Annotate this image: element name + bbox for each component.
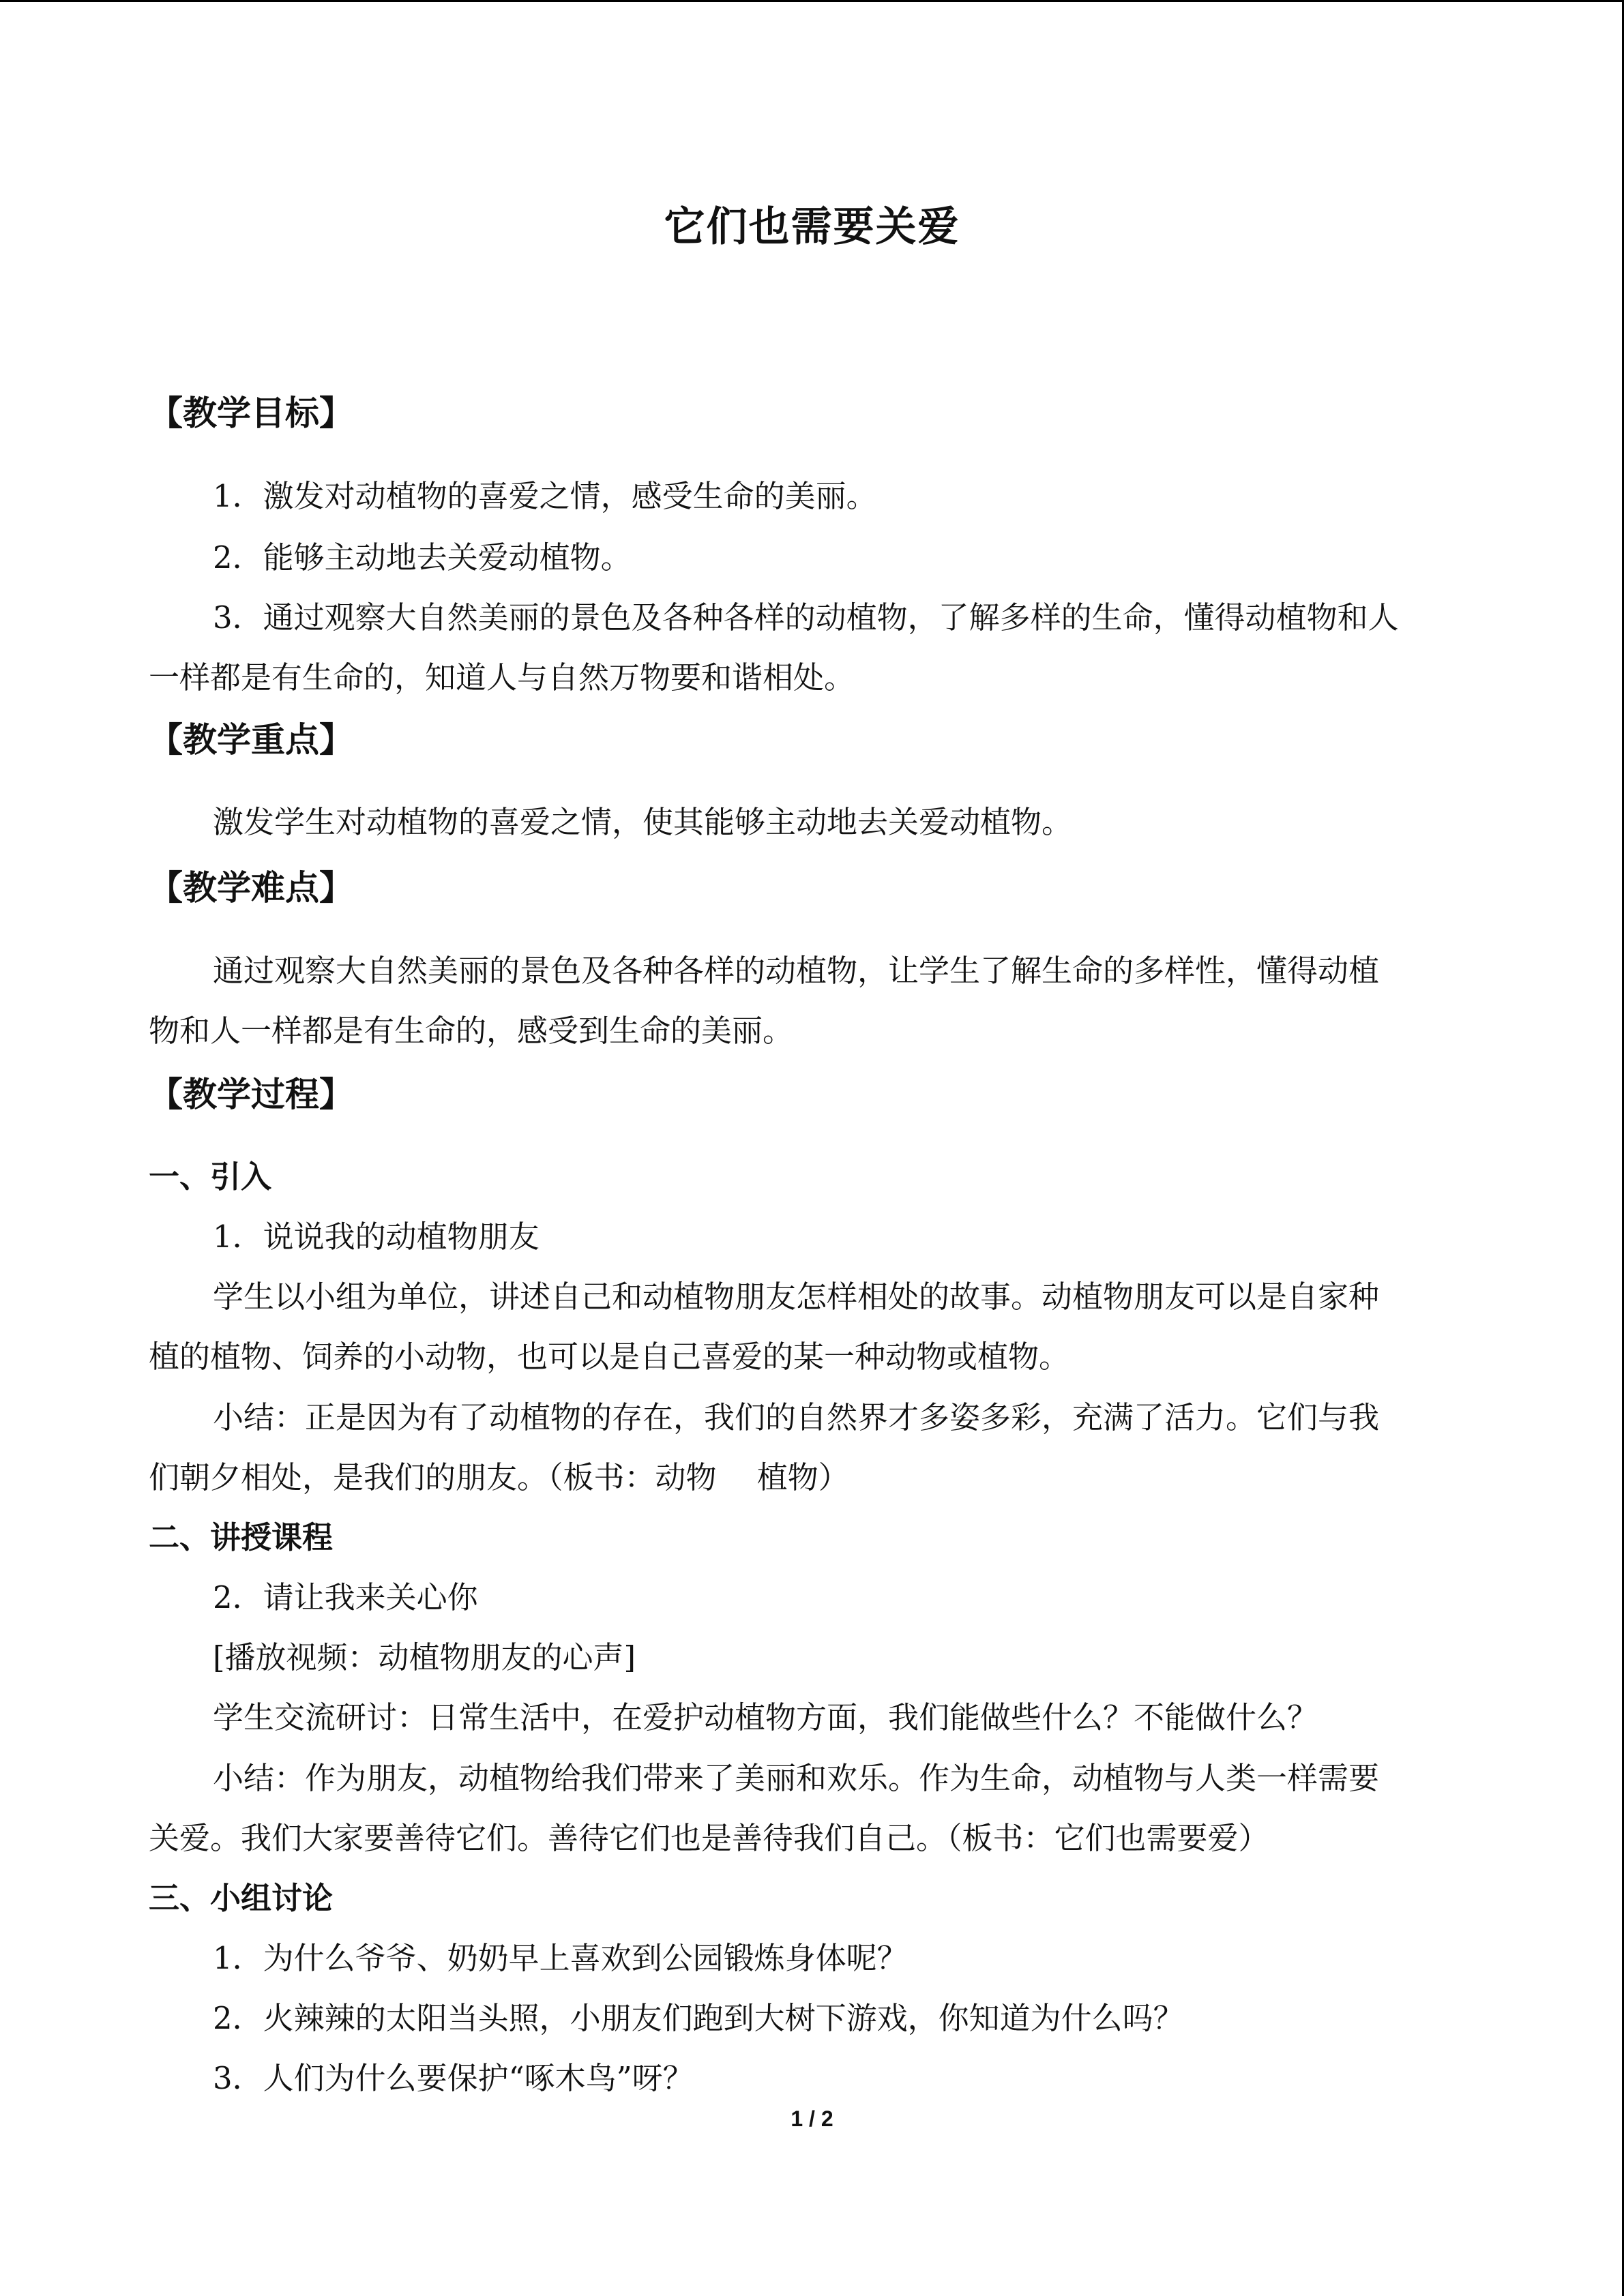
key-points-text: 激发学生对动植物的喜爱之情，使其能够主动地去关爱动植物。 (213, 804, 1073, 840)
subheading-group-discussion: 三、小组讨论 (149, 1880, 334, 1916)
objective-item-3-continued: 一样都是有生命的，知道人与自然万物要和谐相处。 (149, 659, 855, 696)
objective-item-1: 1．激发对动植物的喜爱之情，感受生命的美丽。 (213, 478, 877, 514)
page-number: 1 / 2 (791, 2106, 833, 2131)
objective-item-3: 3．通过观察大自然美丽的景色及各种各样的动植物，了解多样的生命，懂得动植物和人 (213, 599, 1399, 636)
heading-objectives: 【教学目标】 (149, 393, 353, 433)
subheading-introduction: 一、引入 (149, 1159, 272, 1195)
objective-item-2: 2．能够主动地去关爱动植物。 (213, 539, 632, 576)
difficulties-line-2: 物和人一样都是有生命的，感受到生命的美丽。 (149, 1013, 794, 1049)
page-title: 它们也需要关爱 (664, 203, 960, 251)
intro-line-2: 学生以小组为单位，讲述自己和动植物朋友怎样相处的故事。动植物朋友可以是自家种 (213, 1279, 1380, 1315)
heading-process: 【教学过程】 (149, 1075, 353, 1114)
heading-difficulties: 【教学难点】 (149, 868, 353, 908)
lecture-line-1: 2．请让我来关心你 (213, 1579, 478, 1615)
intro-line-3: 植的植物、饲养的小动物，也可以是自己喜爱的某一种动物或植物。 (149, 1339, 1070, 1375)
lecture-line-2: [播放视频：动植物朋友的心声] (213, 1639, 636, 1675)
discussion-question-1: 1．为什么爷爷、奶奶早上喜欢到公园锻炼身体呢？ (213, 1940, 908, 1976)
lecture-line-4: 小结：作为朋友，动植物给我们带来了美丽和欢乐。作为生命，动植物与人类一样需要 (213, 1760, 1380, 1796)
discussion-question-3: 3．人们为什么要保护“啄木鸟”呀？ (213, 2060, 694, 2096)
difficulties-line-1: 通过观察大自然美丽的景色及各种各样的动植物，让学生了解生命的多样性，懂得动植 (213, 953, 1380, 989)
intro-line-4: 小结：正是因为有了动植物的存在，我们的自然界才多姿多彩，充满了活力。它们与我 (213, 1399, 1380, 1435)
intro-line-1: 1．说说我的动植物朋友 (213, 1219, 540, 1255)
discussion-question-2: 2．火辣辣的太阳当头照，小朋友们跑到大树下游戏，你知道为什么吗？ (213, 2000, 1184, 2036)
lecture-line-5: 关爱。我们大家要善待它们。善待它们也是善待我们自己。（板书：它们也需要爱） (149, 1820, 1269, 1856)
heading-key-points: 【教学重点】 (149, 720, 353, 760)
lecture-line-3: 学生交流研讨：日常生活中，在爱护动植物方面，我们能做些什么？不能做什么？ (213, 1699, 1318, 1735)
intro-line-5: 们朝夕相处，是我们的朋友。（板书：动物 植物） (149, 1459, 849, 1495)
subheading-lecture: 二、讲授课程 (149, 1519, 334, 1555)
